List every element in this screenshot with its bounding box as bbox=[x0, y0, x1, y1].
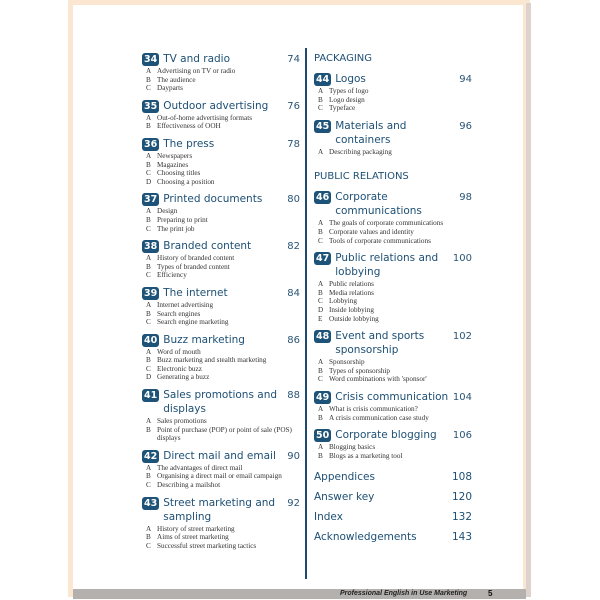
unit-page-number: 80 bbox=[287, 194, 300, 206]
unit-title[interactable]: Logos bbox=[335, 73, 366, 85]
unit-title[interactable]: Direct mail and email bbox=[163, 449, 276, 462]
subsection-letter: A bbox=[146, 463, 152, 472]
unit-subsections bbox=[146, 464, 300, 490]
unit-page-number: 82 bbox=[287, 241, 300, 253]
subsection-item bbox=[146, 481, 300, 490]
unit-entry[interactable] bbox=[142, 333, 300, 382]
unit-page-number: 76 bbox=[287, 100, 300, 112]
subsection-item bbox=[146, 348, 300, 357]
subsection-title: Describing a mailshot bbox=[157, 481, 221, 490]
unit-heading bbox=[314, 251, 472, 279]
subsection-title: Aims of street marketing bbox=[157, 533, 229, 542]
subsection-title: Outside lobbying bbox=[329, 314, 379, 323]
subsection-letter: B bbox=[146, 262, 151, 271]
subsection-letter: B bbox=[146, 215, 151, 224]
subsection-title: Lobbying bbox=[329, 297, 357, 306]
subsection-title: Search engines bbox=[157, 309, 201, 318]
back-matter-item[interactable] bbox=[314, 490, 472, 504]
subsection-letter: A bbox=[318, 358, 324, 367]
unit-heading bbox=[314, 119, 472, 147]
footer-book-title: Professional English in Use Marketing bbox=[340, 590, 468, 597]
unit-number-badge: 42 bbox=[144, 450, 158, 462]
subsection-item bbox=[146, 373, 300, 382]
subsection-item bbox=[318, 289, 472, 298]
unit-subsections bbox=[318, 280, 472, 323]
unit-subsections bbox=[146, 67, 300, 93]
subsection-item bbox=[318, 375, 472, 384]
subsection-title: The advantages of direct mail bbox=[157, 463, 243, 472]
unit-entry[interactable] bbox=[142, 239, 300, 280]
subsection-item bbox=[146, 84, 300, 93]
subsection-letter: A bbox=[318, 404, 324, 413]
footer-page-number: 5 bbox=[488, 589, 493, 598]
back-matter-item[interactable] bbox=[314, 470, 472, 484]
subsection-item bbox=[318, 367, 472, 376]
unit-number-badge: 40 bbox=[144, 334, 158, 346]
subsection-letter: C bbox=[146, 481, 151, 490]
subsection-item bbox=[146, 533, 300, 542]
unit-subsections bbox=[318, 219, 472, 245]
subsection-title: Advertising on TV or radio bbox=[157, 67, 236, 75]
subsection-letter: B bbox=[146, 160, 151, 169]
unit-number-badge: 38 bbox=[144, 241, 158, 253]
subsection-letter: A bbox=[318, 280, 324, 289]
subsection-item bbox=[146, 472, 300, 481]
subsection-title: Magazines bbox=[157, 160, 189, 169]
subsection-title: Describing packaging bbox=[329, 147, 392, 156]
packaging-units bbox=[314, 72, 472, 156]
unit-number-badge: 47 bbox=[316, 253, 330, 265]
unit-subsections bbox=[318, 358, 472, 384]
unit-heading bbox=[142, 496, 300, 524]
subsection-letter: D bbox=[146, 373, 152, 382]
subsection-title: Blogging basics bbox=[329, 443, 376, 452]
subsection-item bbox=[318, 228, 472, 237]
subsection-title: Types of sponsorship bbox=[329, 366, 390, 375]
section-heading-public-relations: PUBLIC RELATIONS bbox=[314, 171, 409, 183]
subsection-item bbox=[146, 254, 300, 263]
subsection-title: Blogs as a marketing tool bbox=[329, 451, 403, 460]
subsection-title: Design bbox=[157, 207, 178, 216]
subsection-letter: A bbox=[318, 87, 324, 95]
unit-heading bbox=[314, 428, 472, 442]
subsection-letter: B bbox=[318, 413, 323, 422]
subsection-item bbox=[146, 76, 300, 85]
subsection-item bbox=[146, 263, 300, 272]
subsection-letter: A bbox=[146, 524, 152, 533]
unit-page-number: 84 bbox=[287, 287, 300, 299]
unit-number-badge: 45 bbox=[316, 120, 330, 132]
unit-subsections bbox=[146, 114, 300, 131]
unit-page-number: 102 bbox=[452, 331, 472, 343]
unit-number-badge: 37 bbox=[144, 194, 158, 206]
subsection-letter: D bbox=[318, 305, 324, 314]
subsection-title: A crisis communication case study bbox=[329, 413, 429, 422]
back-matter-title[interactable]: Index bbox=[314, 511, 343, 524]
unit-heading bbox=[314, 329, 472, 357]
column-divider bbox=[305, 48, 307, 579]
unit-title[interactable]: Event and sports sponsorship bbox=[335, 330, 425, 357]
unit-page-number: 98 bbox=[459, 192, 472, 204]
unit-entry[interactable] bbox=[314, 190, 472, 245]
unit-subsections bbox=[318, 443, 472, 460]
unit-entry[interactable] bbox=[314, 119, 472, 157]
subsection-title: Electronic buzz bbox=[157, 364, 202, 373]
subsection-letter: C bbox=[318, 375, 323, 384]
subsection-letter: B bbox=[146, 122, 151, 131]
subsection-item bbox=[318, 87, 472, 96]
subsection-item bbox=[146, 271, 300, 280]
subsection-title: Successful street marketing tactics bbox=[157, 541, 257, 550]
unit-number-badge: 35 bbox=[144, 100, 158, 112]
subsection-item bbox=[146, 426, 300, 443]
unit-heading bbox=[142, 333, 300, 347]
back-matter-page: 132 bbox=[451, 511, 472, 524]
subsection-letter: A bbox=[146, 347, 152, 356]
unit-title[interactable]: Street marketing and sampling bbox=[163, 496, 276, 523]
subsection-title: Types of branded content bbox=[157, 262, 230, 271]
subsection-letter: B bbox=[318, 227, 323, 236]
subsection-title: Generating a buzz bbox=[157, 373, 210, 382]
subsection-letter: D bbox=[146, 177, 152, 186]
subsection-item bbox=[318, 414, 472, 423]
subsection-letter: C bbox=[146, 169, 151, 178]
unit-heading bbox=[142, 449, 300, 463]
unit-number-badge: 46 bbox=[316, 192, 330, 204]
unit-number-badge: 39 bbox=[144, 287, 158, 299]
subsection-item bbox=[318, 306, 472, 315]
subsection-title: The audience bbox=[157, 75, 196, 84]
unit-title[interactable]: Corporate blogging bbox=[335, 429, 437, 442]
subsection-letter: E bbox=[318, 314, 323, 323]
subsection-title: History of branded content bbox=[157, 254, 235, 263]
subsection-title: Search engine marketing bbox=[157, 318, 229, 327]
subsection-letter: B bbox=[146, 356, 151, 365]
subsection-letter: C bbox=[146, 318, 151, 327]
unit-subsections bbox=[318, 87, 472, 113]
subsection-letter: B bbox=[146, 533, 151, 542]
subsection-title: Effectiveness of OOH bbox=[157, 122, 221, 131]
subsection-letter: C bbox=[146, 364, 151, 373]
subsection-letter: B bbox=[146, 75, 151, 84]
subsection-item bbox=[146, 216, 300, 225]
subsection-letter: B bbox=[318, 95, 323, 104]
subsection-letter: C bbox=[146, 271, 151, 280]
back-matter-item[interactable] bbox=[314, 530, 472, 544]
subsection-title: The print job bbox=[157, 224, 195, 233]
unit-title[interactable]: Outdoor advertising bbox=[163, 99, 269, 112]
subsection-item bbox=[146, 178, 300, 187]
unit-subsections bbox=[146, 152, 300, 186]
unit-page-number: 92 bbox=[287, 497, 300, 509]
unit-number-badge: 43 bbox=[144, 497, 158, 509]
subsection-title: Media relations bbox=[329, 288, 374, 297]
subsection-item bbox=[146, 114, 300, 123]
subsection-item bbox=[146, 301, 300, 310]
unit-heading bbox=[142, 239, 300, 253]
unit-entry[interactable] bbox=[314, 251, 472, 323]
subsection-item bbox=[146, 318, 300, 327]
subsection-item bbox=[318, 315, 472, 324]
unit-subsections bbox=[146, 417, 300, 443]
subsection-title: Internet advertising bbox=[157, 300, 214, 309]
unit-title[interactable]: Sales promotions and displays bbox=[163, 389, 278, 416]
unit-number-badge: 41 bbox=[144, 390, 158, 402]
subsection-title: Out-of-home advertising formats bbox=[157, 113, 253, 122]
subsection-item bbox=[146, 417, 300, 426]
unit-subsections bbox=[146, 301, 300, 327]
unit-heading bbox=[314, 390, 472, 404]
subsection-letter: A bbox=[146, 417, 152, 426]
subsection-title: Sponsorship bbox=[329, 358, 365, 367]
unit-entry[interactable] bbox=[142, 449, 300, 490]
subsection-letter: B bbox=[146, 309, 151, 318]
unit-title[interactable]: Corporate communications bbox=[335, 191, 422, 218]
unit-page-number: 78 bbox=[287, 138, 300, 150]
subsection-title: Public relations bbox=[329, 280, 374, 289]
subsection-letter: B bbox=[146, 472, 151, 481]
unit-heading bbox=[142, 99, 300, 113]
subsection-title: Word of mouth bbox=[157, 347, 201, 356]
unit-entry[interactable] bbox=[314, 329, 472, 384]
subsection-item bbox=[318, 405, 472, 414]
subsection-letter: A bbox=[146, 67, 152, 75]
subsection-title: Dayparts bbox=[157, 84, 183, 93]
subsection-letter: C bbox=[318, 104, 323, 113]
subsection-title: Typeface bbox=[329, 104, 356, 113]
subsection-letter: A bbox=[318, 147, 324, 156]
subsection-title: Types of logo bbox=[329, 87, 369, 95]
subsection-item bbox=[318, 96, 472, 105]
subsection-item bbox=[318, 237, 472, 246]
unit-title[interactable]: Branded content bbox=[163, 240, 252, 253]
unit-heading bbox=[142, 286, 300, 300]
unit-number-badge: 44 bbox=[316, 74, 330, 85]
subsection-item bbox=[146, 67, 300, 76]
section-heading-packaging: PACKAGING bbox=[314, 53, 373, 64]
subsection-letter: A bbox=[146, 207, 152, 216]
unit-entry[interactable] bbox=[142, 137, 300, 186]
unit-title[interactable]: Public relations and lobbying bbox=[335, 252, 439, 279]
unit-entry[interactable] bbox=[142, 388, 300, 443]
unit-title[interactable]: Buzz marketing bbox=[163, 333, 245, 346]
subsection-letter: B bbox=[318, 451, 323, 460]
unit-page-number: 74 bbox=[287, 54, 300, 65]
subsection-item bbox=[146, 225, 300, 234]
unit-entry[interactable] bbox=[142, 192, 300, 233]
unit-page-number: 88 bbox=[287, 390, 300, 402]
unit-heading bbox=[142, 137, 300, 151]
subsection-letter: B bbox=[318, 288, 323, 297]
subsection-letter: A bbox=[146, 113, 152, 122]
subsection-item bbox=[318, 358, 472, 367]
unit-heading bbox=[142, 52, 300, 66]
unit-number-badge: 49 bbox=[316, 391, 330, 403]
subsection-item bbox=[146, 169, 300, 178]
subsection-title: Point of purchase (POP) or point of sale (POS) displays bbox=[157, 425, 292, 443]
subsection-title: Newspapers bbox=[157, 151, 193, 160]
back-matter-page: 143 bbox=[451, 531, 472, 544]
back-matter-title[interactable]: Answer key bbox=[314, 491, 375, 504]
subsection-item bbox=[146, 122, 300, 131]
unit-page-number: 100 bbox=[452, 253, 472, 265]
unit-page-number: 86 bbox=[287, 334, 300, 346]
unit-subsections bbox=[146, 207, 300, 233]
unit-page-number: 94 bbox=[459, 74, 472, 85]
unit-number-badge: 34 bbox=[144, 54, 158, 65]
subsection-letter: A bbox=[146, 254, 152, 263]
subsection-letter: A bbox=[318, 443, 324, 452]
subsection-title: Corporate values and identity bbox=[329, 227, 414, 236]
subsection-letter: A bbox=[318, 219, 324, 228]
subsection-letter: B bbox=[146, 425, 151, 434]
unit-number-badge: 50 bbox=[316, 430, 330, 442]
subsection-letter: B bbox=[318, 366, 323, 375]
subsection-title: Efficiency bbox=[157, 271, 187, 280]
subsection-item bbox=[318, 443, 472, 452]
subsection-title: Preparing to print bbox=[157, 215, 208, 224]
subsection-title: Word combinations with 'sponsor' bbox=[329, 375, 427, 384]
subsection-title: Choosing titles bbox=[157, 169, 201, 178]
subsection-item bbox=[318, 219, 472, 228]
subsection-letter: C bbox=[318, 297, 323, 306]
unit-page-number: 96 bbox=[459, 120, 472, 132]
unit-title[interactable]: Printed documents bbox=[163, 193, 263, 206]
subsection-letter: C bbox=[146, 84, 151, 93]
unit-title[interactable]: TV and radio bbox=[163, 53, 231, 65]
subsection-title: Buzz marketing and stealth marketing bbox=[157, 356, 267, 365]
unit-subsections bbox=[146, 254, 300, 280]
subsection-letter: C bbox=[146, 541, 151, 550]
back-matter-list bbox=[314, 470, 472, 544]
subsection-letter: C bbox=[318, 236, 323, 245]
unit-title[interactable]: The internet bbox=[163, 286, 228, 299]
subsection-item bbox=[146, 365, 300, 374]
unit-entry[interactable] bbox=[142, 52, 300, 93]
unit-entry[interactable] bbox=[314, 390, 472, 422]
subsection-letter: C bbox=[146, 224, 151, 233]
unit-subsections bbox=[318, 405, 472, 422]
subsection-title: Organising a direct mail or email campaign bbox=[157, 472, 282, 481]
subsection-title: What is crisis communication? bbox=[329, 404, 418, 413]
subsection-title: The goals of corporate communications bbox=[329, 219, 444, 228]
unit-number-badge: 36 bbox=[144, 138, 158, 150]
subsection-title: Sales promotions bbox=[157, 417, 207, 426]
subsection-letter: A bbox=[146, 300, 152, 309]
page-shadow bbox=[526, 3, 531, 597]
back-matter-page: 120 bbox=[451, 491, 472, 504]
unit-number-badge: 48 bbox=[316, 331, 330, 343]
unit-entry[interactable] bbox=[314, 428, 472, 460]
right-column bbox=[314, 52, 472, 550]
back-matter-page: 108 bbox=[451, 471, 472, 484]
unit-title[interactable]: The press bbox=[163, 137, 215, 150]
subsection-item bbox=[146, 152, 300, 161]
subsection-item bbox=[318, 148, 472, 157]
left-column bbox=[142, 52, 300, 556]
subsection-title: History of street marketing bbox=[157, 524, 235, 533]
unit-title[interactable]: Crisis communication bbox=[335, 390, 449, 403]
unit-subsections bbox=[146, 525, 300, 551]
unit-page-number: 104 bbox=[452, 391, 472, 403]
unit-entry[interactable] bbox=[314, 72, 472, 113]
back-matter-title[interactable]: Appendices bbox=[314, 471, 375, 484]
unit-subsections bbox=[318, 148, 472, 157]
subsection-letter: A bbox=[146, 151, 152, 160]
subsection-item bbox=[146, 161, 300, 170]
subsection-item bbox=[318, 297, 472, 306]
subsection-title: Choosing a position bbox=[157, 177, 215, 186]
public-relations-units bbox=[314, 190, 472, 460]
back-matter-item[interactable] bbox=[314, 510, 472, 524]
back-matter-title[interactable]: Acknowledgements bbox=[314, 531, 417, 544]
subsection-item bbox=[146, 464, 300, 473]
unit-entry[interactable] bbox=[142, 286, 300, 327]
unit-page-number: 106 bbox=[452, 430, 472, 442]
subsection-item bbox=[146, 207, 300, 216]
subsection-item bbox=[318, 280, 472, 289]
subsection-item bbox=[318, 452, 472, 461]
unit-heading bbox=[314, 72, 472, 86]
subsection-title: Tools of corporate communications bbox=[329, 236, 431, 245]
subsection-item bbox=[318, 104, 472, 113]
subsection-item bbox=[146, 356, 300, 365]
subsection-item bbox=[146, 310, 300, 319]
subsection-title: Inside lobbying bbox=[329, 305, 374, 314]
unit-heading bbox=[142, 388, 300, 416]
unit-entry[interactable] bbox=[142, 99, 300, 131]
unit-heading bbox=[314, 190, 472, 218]
unit-title[interactable]: Materials and containers bbox=[335, 119, 407, 146]
subsection-item bbox=[146, 525, 300, 534]
subsection-item bbox=[146, 542, 300, 551]
unit-page-number: 90 bbox=[287, 450, 300, 462]
unit-entry[interactable] bbox=[142, 496, 300, 551]
subsection-title: Logo design bbox=[329, 95, 365, 104]
unit-subsections bbox=[146, 348, 300, 382]
unit-heading bbox=[142, 192, 300, 206]
